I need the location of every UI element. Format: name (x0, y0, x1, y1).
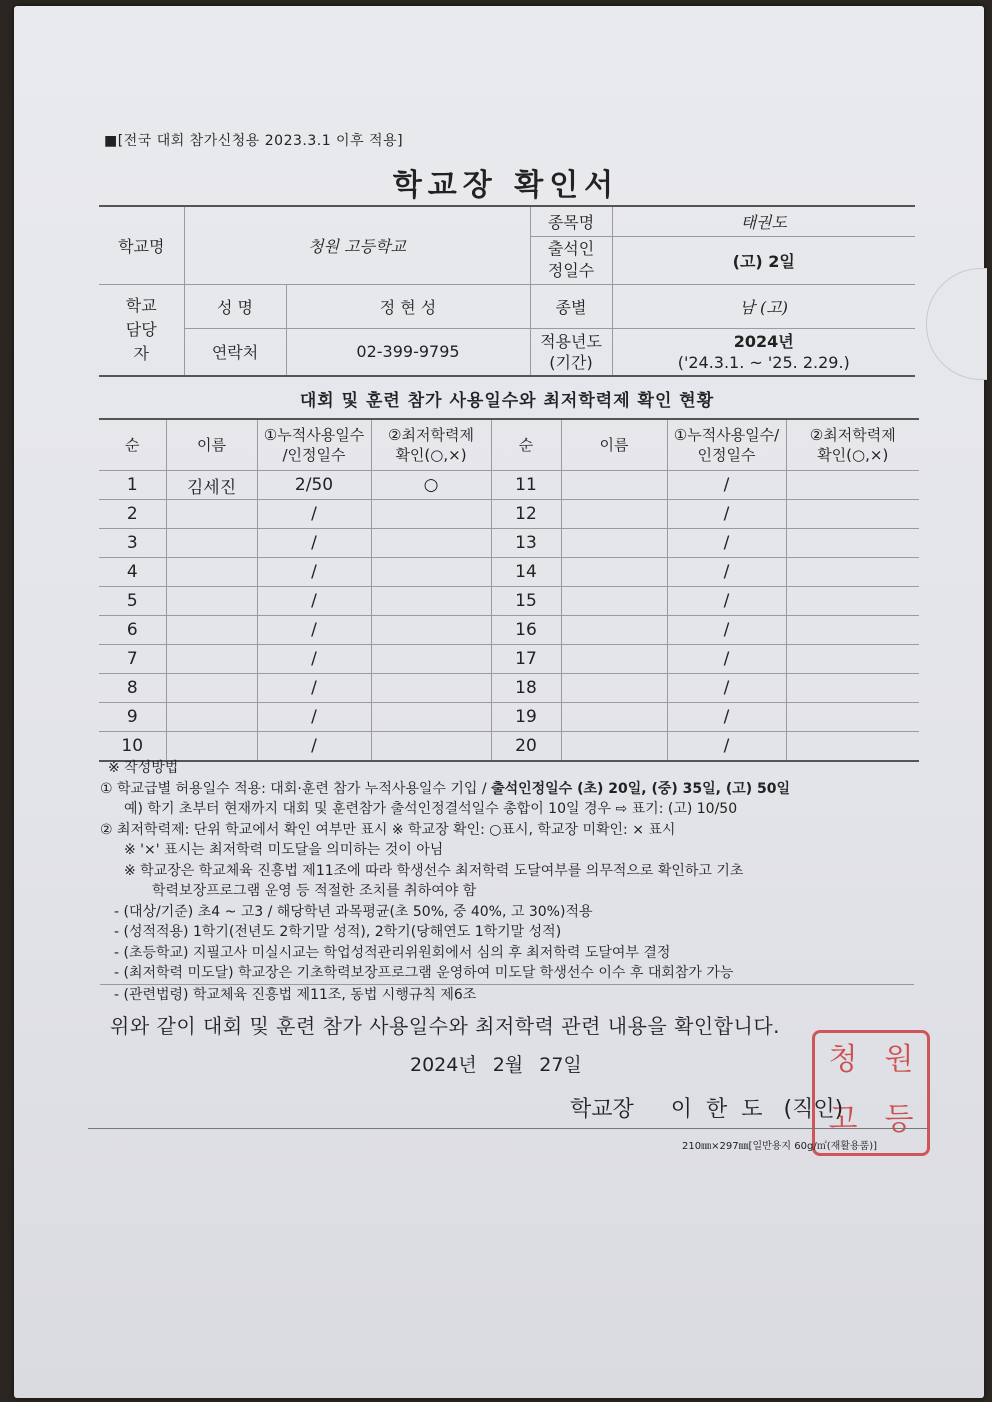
table-header-row (99, 419, 919, 471)
year-value: 2024년 ('24.3.1. ~ '25. 2.29.) (612, 328, 915, 376)
row-name (166, 703, 257, 732)
row-name (166, 645, 257, 674)
principal-signature: 학교장 이한도 (직인) (570, 1097, 844, 1122)
row-check (371, 616, 491, 645)
row-no: 8 (99, 674, 166, 703)
row-no: 16 (491, 616, 561, 645)
principal-name: 이한도 (670, 1097, 777, 1122)
row-no: 11 (491, 471, 561, 500)
row-days: / (667, 587, 786, 616)
row-check (371, 529, 491, 558)
seal-mark: (직인) (783, 1097, 844, 1122)
row-days: / (257, 616, 371, 645)
col-min: ②최저학력제 확인(○,×) (371, 419, 491, 471)
table-row (99, 587, 919, 616)
attendance-value: (고) 2일 (612, 236, 915, 284)
row-no: 3 (99, 529, 166, 558)
row-days: / (257, 732, 371, 762)
section-title: 대회 및 훈련 참가 사용일수와 최저학력제 확인 현황 (299, 391, 715, 411)
col-name: 이름 (166, 419, 257, 471)
row-no: 18 (491, 674, 561, 703)
row-name (166, 558, 257, 587)
row-days: 2/50 (257, 471, 371, 500)
row-check (786, 558, 919, 587)
row-days: / (257, 587, 371, 616)
issue-date: 2024년 2월 27일 (410, 1054, 582, 1076)
row-no: 14 (491, 558, 561, 587)
row-check (786, 703, 919, 732)
row-days: / (257, 529, 371, 558)
row-no: 1 (99, 471, 166, 500)
row-check: ○ (371, 471, 491, 500)
attendance-label: 출석인정일수 (530, 236, 612, 284)
school-value: 청원 고등학교 (184, 206, 530, 284)
row-check (371, 500, 491, 529)
row-days: / (667, 616, 786, 645)
row-no: 15 (491, 587, 561, 616)
row-name (561, 529, 667, 558)
row-no: 19 (491, 703, 561, 732)
row-name (561, 587, 667, 616)
row-days: / (667, 732, 786, 762)
row-name (166, 732, 257, 762)
row-check (371, 674, 491, 703)
table-row (99, 616, 919, 645)
writing-instructions: ※ 작성방법 ① 학교급별 허용일수 적용: 대회·훈련 참가 누적사용일수 기입 / 출석인정일수 (초) 20일, (중) 35일, (고) 50일 예) 학기 초부터 현재까지 대회 및 훈련참가 출석인정결석일수 총합이 10일 경우 ⇨ 표기: (고) 10/50 ② 최저학력제: 단위 학교에서 확인 여부만 표시 ※ 학교장 확인: ○표시, 학교장 미확인: × 표시 ※ '×' 표시는 최저학력 미도달을 의미하는 것이 아님 ※ 학교장은 학교체육 진흥법 제11조에 따라 학생선수 최저학력 도달여부를 의무적으로 확인하고 기초 학력보장프로그램 운영 등 적절한 조치를 취하여야 함 - (대상/기준) 초4 ~ 고3 / 해당학년 과목평균(초 50%, 중 40%, 고 30%)적용 - (성적적용) 1학기(전년도 2학기말 성적), 2학기(당해연도 1학기말 성적) - (초등학교) 지필고사 미실시교는 학업성적관리위원회에서 심의 후 최저학력 도달여부 결정 - (최저학력 미도달) 학교장은 기초학력보장프로그램 운영하여 미도달 학생선수 이수 후 대회참가 가능 - (관련법령) 학교체육 진흥법 제11조, 동법 시행규칙 제6조 (100, 758, 940, 1005)
row-check (371, 732, 491, 762)
name-label: 성 명 (184, 284, 286, 328)
row-name (166, 529, 257, 558)
col-min-2: ②최저학력제 확인(○,×) (786, 419, 919, 471)
col-days: ①누적사용일수 /인정일수 (257, 419, 371, 471)
col-name-2: 이름 (561, 419, 667, 471)
row-no: 9 (99, 703, 166, 732)
row-name (561, 732, 667, 762)
row-check (786, 645, 919, 674)
row-name (561, 703, 667, 732)
row-check (786, 587, 919, 616)
event-label: 종목명 (530, 206, 612, 236)
page-title: 학교장 확인서 (392, 168, 620, 203)
row-no: 13 (491, 529, 561, 558)
row-no: 20 (491, 732, 561, 762)
table-row (99, 500, 919, 529)
row-name (166, 674, 257, 703)
table-row (99, 529, 919, 558)
row-days: / (257, 645, 371, 674)
row-no: 4 (99, 558, 166, 587)
row-check (371, 558, 491, 587)
row-no: 17 (491, 645, 561, 674)
row-days: / (667, 674, 786, 703)
row-no: 6 (99, 616, 166, 645)
col-no-2: 순 (491, 419, 561, 471)
phone-label: 연락처 (184, 328, 286, 376)
year-label: 적용년도 (기간) (530, 328, 612, 376)
row-days: / (257, 558, 371, 587)
row-check (371, 703, 491, 732)
row-name (166, 500, 257, 529)
row-no: 5 (99, 587, 166, 616)
row-days: / (257, 500, 371, 529)
row-name (561, 616, 667, 645)
footer-divider (88, 1128, 928, 1129)
header-note: ■[전국 대회 참가신청용 2023.3.1 이후 적용] (104, 133, 404, 149)
table-row (99, 645, 919, 674)
table-row (99, 558, 919, 587)
row-days: / (667, 645, 786, 674)
paper-spec: 210㎜×297㎜[일반용지 60g/㎡(재활용품)] (682, 1141, 878, 1152)
row-name (166, 587, 257, 616)
row-days: / (667, 500, 786, 529)
row-check (371, 645, 491, 674)
phone-value: 02-399-9795 (286, 328, 530, 376)
row-check (371, 587, 491, 616)
row-check (786, 471, 919, 500)
table-row (99, 674, 919, 703)
gender-value: 남 (고) (612, 284, 915, 328)
row-name (561, 471, 667, 500)
row-name: 김세진 (166, 471, 257, 500)
row-name (561, 500, 667, 529)
row-check (786, 674, 919, 703)
row-no: 12 (491, 500, 561, 529)
row-no: 2 (99, 500, 166, 529)
table-row (99, 703, 919, 732)
row-no: 10 (99, 732, 166, 762)
school-label: 학교명 (99, 206, 184, 284)
event-value: 태권도 (612, 206, 915, 236)
row-days: / (257, 703, 371, 732)
row-days: / (667, 471, 786, 500)
col-no: 순 (99, 419, 166, 471)
table-row (99, 471, 919, 500)
row-check (786, 529, 919, 558)
row-days: / (667, 558, 786, 587)
row-days: / (257, 674, 371, 703)
name-value: 정 현 성 (286, 284, 530, 328)
table-row (99, 732, 919, 762)
row-days: / (667, 529, 786, 558)
row-check (786, 732, 919, 762)
row-name (561, 674, 667, 703)
row-days: / (667, 703, 786, 732)
row-no: 7 (99, 645, 166, 674)
confirm-statement: 위와 같이 대회 및 훈련 참가 사용일수와 최저학력 관련 내용을 확인합니다. (110, 1014, 781, 1038)
info-table (99, 205, 915, 377)
row-check (786, 500, 919, 529)
gender-label: 종별 (530, 284, 612, 328)
row-check (786, 616, 919, 645)
row-name (561, 645, 667, 674)
participants-table (99, 418, 919, 762)
contact-group-label: 학교담당자 (99, 284, 184, 376)
official-seal-icon: 청 원 고 등 (812, 1030, 930, 1156)
col-days-2: ①누적사용일수/ 인정일수 (667, 419, 786, 471)
row-name (561, 558, 667, 587)
row-name (166, 616, 257, 645)
